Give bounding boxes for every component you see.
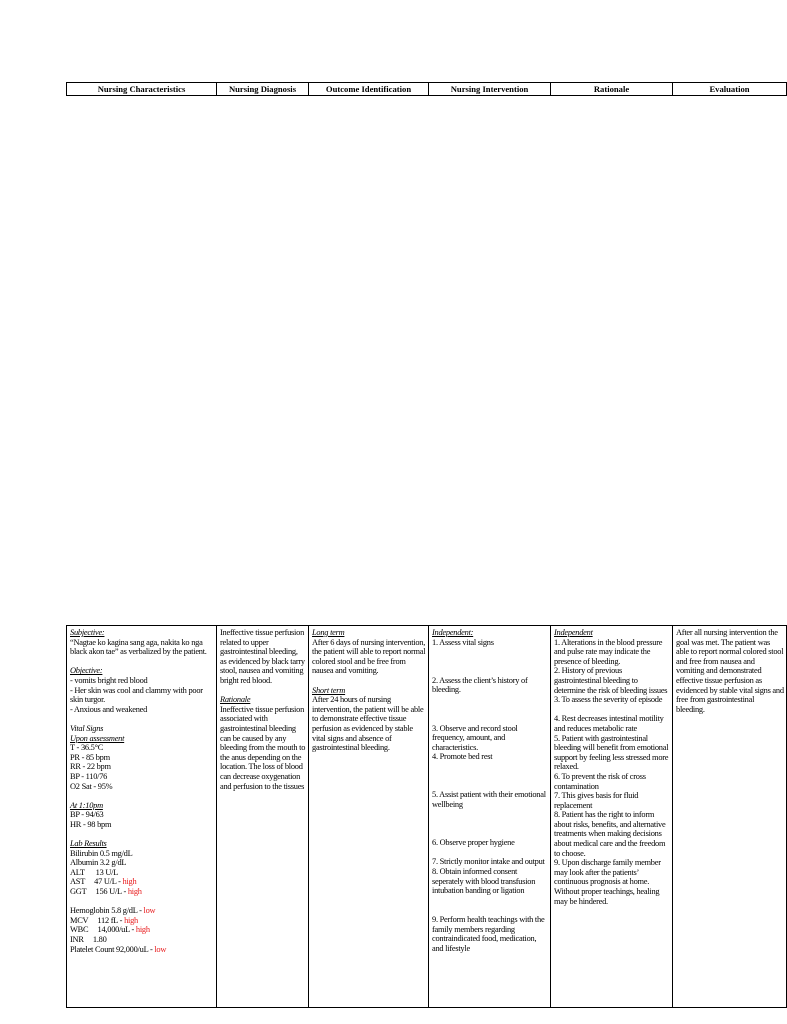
lab-result-text: MCV 112 fL - bbox=[70, 915, 125, 925]
intervention-item: 6. Observe proper hygiene bbox=[432, 838, 515, 848]
lab-result bbox=[70, 935, 214, 945]
lab-result-text: Platelet Count 92,000/uL - bbox=[70, 944, 155, 954]
header-rationale: Rationale bbox=[551, 83, 673, 96]
rationale-item: 7. This gives basis for fluid replacement bbox=[554, 791, 639, 810]
diagnosis-cell bbox=[217, 626, 309, 1008]
lab-result bbox=[70, 916, 214, 926]
objective-item: - Anxious and weakened bbox=[70, 704, 148, 714]
objective-label: Objective: bbox=[70, 666, 103, 676]
intervention-cell bbox=[429, 626, 551, 1008]
lab-result-text: WBC 14,000/uL - bbox=[70, 925, 136, 935]
intervention-item: 4. Promote bed rest bbox=[432, 752, 493, 762]
cues-cell bbox=[67, 626, 217, 1008]
lab-result bbox=[70, 945, 214, 955]
rationale-item: 5. Patient with gastrointestinal bleeding will benefit from emotional support by feeling less stressed more relaxed. bbox=[554, 733, 669, 772]
intervention-item: 1. Assess vital signs bbox=[432, 637, 494, 647]
intervention-item: 8. Obtain informed consent seperately with blood transfusion intubation banding or ligation bbox=[432, 866, 536, 896]
lab-result-text: Hemoglobin 5.8 g/dL - bbox=[70, 906, 144, 916]
long-term-label: Long term bbox=[312, 628, 345, 637]
intervention-independent-label: Independent: bbox=[432, 628, 474, 637]
subjective-text: “Nagtae ko kagina sang aga, nakita ko nga black akon tae” as verbalized by the patient. bbox=[70, 637, 207, 657]
vital-sign-value: HR - 98 bpm bbox=[70, 819, 112, 829]
lab-flag: low bbox=[143, 906, 156, 916]
lab-result-text: INR 1.80 bbox=[70, 935, 107, 944]
lab-flag: high bbox=[122, 877, 137, 887]
at-time-label: At 1:10pm bbox=[70, 800, 103, 810]
intervention-item: 9. Perform health teachings with the family members regarding contraindicated food, medication, and lifestyle bbox=[432, 914, 545, 953]
care-plan-header-table bbox=[66, 82, 787, 96]
intervention-item: 3. Observe and record stool frequency, amount, and characteristics. bbox=[432, 723, 518, 752]
header-evaluation: Evaluation bbox=[673, 83, 787, 96]
vital-sign-value: RR - 22 bpm bbox=[70, 762, 111, 772]
lab-result bbox=[70, 858, 214, 868]
evaluation-text: After all nursing intervention the goal was met. The patient was able to report normal colored stool and free from nausea and vomiting and demonstrated effective tissue perfusion as evidenced by stable vital signs and free from gastrointestinal bleeding. bbox=[676, 628, 784, 714]
vital-sign-value: O2 Sat - 95% bbox=[70, 781, 113, 791]
lab-result bbox=[70, 925, 214, 935]
intervention-item: 5. Assist patient with their emotional wellbeing bbox=[432, 790, 546, 809]
intervention-item: 2. Assess the client’s history of bleeding. bbox=[432, 675, 528, 695]
lab-result-text: AST 47 U/L - bbox=[70, 877, 123, 887]
header-outcome-identification: Outcome Identification bbox=[309, 83, 429, 96]
rationale-independent-label: Independent bbox=[554, 628, 593, 637]
lab-result bbox=[70, 906, 214, 916]
lab-flag: high bbox=[124, 915, 138, 925]
header-nursing-characteristics: Nursing Characteristics bbox=[67, 83, 217, 96]
header-row bbox=[67, 83, 787, 96]
objective-item: - vomits bright red blood bbox=[70, 675, 148, 685]
lab-result bbox=[70, 887, 214, 897]
lab-flag: high bbox=[127, 887, 142, 897]
rationale-cell bbox=[551, 626, 673, 1008]
evaluation-cell bbox=[673, 626, 787, 1008]
lab-flag: high bbox=[135, 925, 150, 935]
short-term-text: After 24 hours of nursing intervention, the patient will be able to demonstrate effective tissue perfusion as evidenced by stable vital signs and absence of gastrointestinal bleeding. bbox=[312, 695, 424, 753]
lab-result-text: Bilirubin 0.5 mg/dL bbox=[70, 848, 133, 858]
lab-result-text: Albumin 3.2 g/dL bbox=[70, 858, 127, 868]
lab-result-text: ALT 13 U/L bbox=[70, 867, 119, 877]
rationale-item: 1. Alterations in the blood pressure and pulse rate may indicate the presence of bleeding. bbox=[554, 637, 663, 666]
lab-result bbox=[70, 849, 214, 859]
vital-sign-value: BP - 110/76 bbox=[70, 771, 108, 781]
lab-result-text: GGT 156 U/L - bbox=[70, 887, 128, 897]
rationale-item: 6. To prevent the risk of cross contamination bbox=[554, 771, 646, 791]
header-nursing-diagnosis: Nursing Diagnosis bbox=[217, 83, 309, 96]
diagnosis-rationale-text: Ineffective tissue perfusion associated with gastrointestinal bleeding can be caused by any bleeding from the mouth to the anus depending on the location. The loss of blood can decrease oxygenation and perfusion to the tissues bbox=[220, 704, 306, 791]
rationale-item: 4. Rest decreases intestinal motility and reduces metabolic rate bbox=[554, 714, 664, 733]
upon-assessment-label: Upon assessment bbox=[70, 733, 125, 743]
vital-sign-value: T - 36.5°C bbox=[70, 743, 104, 753]
rationale-item: 9. Upon discharge family member may look after the patients’ continuous prognosis at home. Without proper teachings, healing may be hindered. bbox=[554, 858, 661, 906]
header-nursing-intervention: Nursing Intervention bbox=[429, 83, 551, 96]
objective-item: - Her skin was cool and clammy with poor skin turgor. bbox=[70, 685, 203, 705]
lab-results-label: Lab Results bbox=[70, 839, 107, 849]
diagnosis-statement: Ineffective tissue perfusion related to upper gastrointestinal bleeding, as evidenced by black tarry stool, nausea and vomiting bright red blood. bbox=[220, 628, 305, 685]
short-term-label: Short term bbox=[312, 685, 346, 695]
intervention-item: 7. Strictly monitor intake and output bbox=[432, 857, 545, 867]
outcome-cell bbox=[309, 626, 429, 1008]
rationale-item: 2. History of previous gastrointestinal bleeding to determine the risk of bleeding issues bbox=[554, 666, 668, 695]
vital-sign-value: PR - 85 bpm bbox=[70, 752, 110, 762]
care-plan-row bbox=[67, 626, 787, 1008]
rationale-item: 8. Patient has the right to inform about risks, benefits, and alternative treatments when making decisions about medical care and the freedom to choose. bbox=[554, 810, 666, 858]
care-plan-body-table bbox=[66, 625, 787, 1008]
long-term-text: After 6 days of nursing intervention, the patient will able to report normal colored stool and be free from nausea and vomiting. bbox=[312, 637, 426, 676]
lab-result bbox=[70, 868, 214, 878]
lab-result bbox=[70, 877, 214, 887]
diagnosis-rationale-label: Rationale bbox=[220, 695, 251, 705]
subjective-label: Subjective: bbox=[70, 628, 105, 637]
vital-signs-label: Vital Signs bbox=[70, 723, 104, 733]
lab-flag: low bbox=[154, 944, 167, 954]
vital-sign-value: BP - 94/63 bbox=[70, 810, 104, 820]
rationale-item: 3. To assess the severity of episode bbox=[554, 695, 663, 705]
